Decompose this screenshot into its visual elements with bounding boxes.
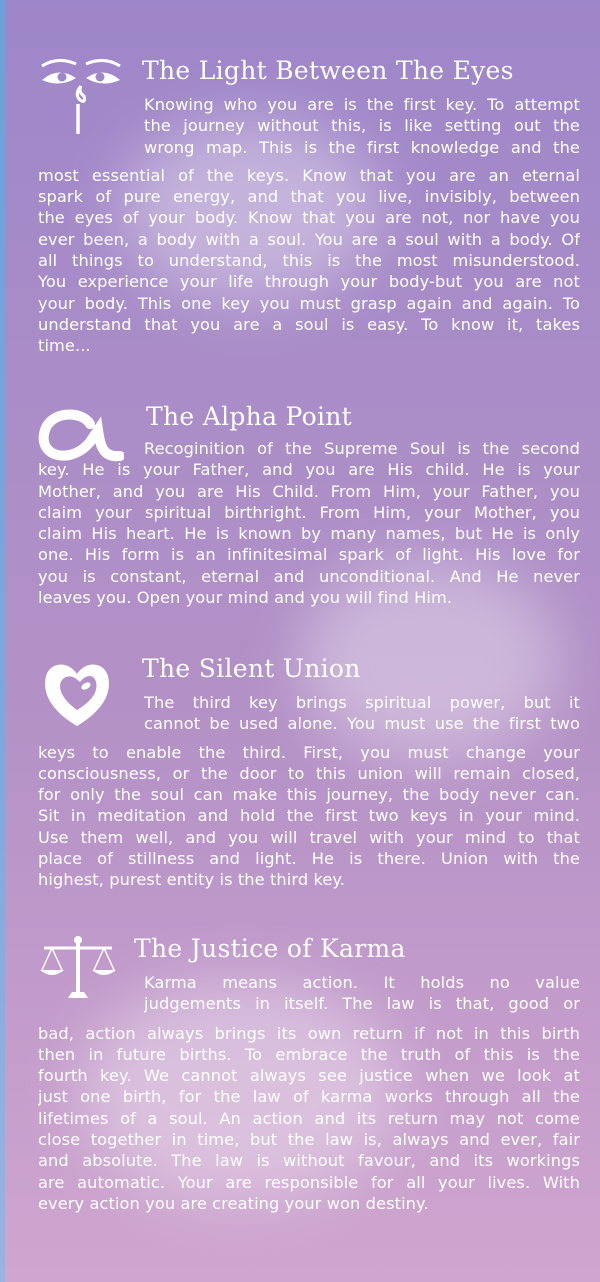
body-line: Karma means action. It holds no value bbox=[144, 973, 580, 992]
section-silent-union bbox=[38, 652, 580, 902]
body-line: the journey without this, is like setting out the bbox=[144, 116, 580, 136]
body-line: Recoginition of the Supreme Soul is the second bbox=[144, 439, 580, 458]
body-line: and absolute. The law is without favour, and its workings bbox=[38, 1151, 580, 1171]
body-line: you is constant, eternal and unconditional. And He never bbox=[38, 566, 580, 586]
body-line: leaves you. Open your mind and you will find Him. bbox=[38, 588, 453, 608]
section-title: The Light Between The Eyes bbox=[142, 56, 514, 85]
body-line: one. His form is an infinitesimal spark of light. His love for bbox=[38, 545, 580, 565]
body-line: highest, purest entity is the third key. bbox=[38, 870, 346, 890]
section-light-between-eyes bbox=[38, 52, 580, 382]
body-line: bad, action always brings its own return if not in this birth bbox=[38, 1023, 580, 1043]
section-title: The Silent Union bbox=[142, 654, 361, 683]
body-line: claim His heart. He is known by many names, but He is only bbox=[38, 524, 580, 544]
section-body bbox=[38, 692, 580, 891]
body-line: The third key brings spiritual power, but it bbox=[144, 693, 580, 712]
body-line: the eyes of your body. Know that you are not, nor have you bbox=[38, 208, 580, 228]
section-body bbox=[38, 438, 580, 608]
body-line: most essential of the keys. Know that you are an eternal bbox=[38, 165, 580, 185]
body-line: then in future births. To embrace the truth of this is the bbox=[38, 1044, 580, 1064]
body-line: Use them well, and you will travel with your mind to that bbox=[38, 827, 580, 847]
body-line: Mother, and you are His Child. From Him, your Father, you bbox=[38, 481, 580, 501]
body-line: wrong map. This is the first knowledge and the bbox=[144, 137, 580, 157]
body-line: are automatic. Your are responsible for all your lives. With bbox=[38, 1172, 580, 1192]
section-alpha-point bbox=[38, 400, 580, 620]
body-line: fourth key. We cannot always see justice when we look at bbox=[38, 1066, 580, 1086]
body-line: keys to enable the third. First, you must change your bbox=[38, 742, 580, 762]
body-line: spark of pure energy, and that you live, invisibly, between bbox=[38, 187, 580, 207]
body-line: cannot be used alone. You must use the first two bbox=[144, 714, 580, 734]
section-justice-of-karma bbox=[38, 932, 580, 1232]
section-title: The Justice of Karma bbox=[134, 934, 406, 963]
body-line: time... bbox=[38, 336, 91, 356]
section-body bbox=[38, 972, 580, 1214]
section-title: The Alpha Point bbox=[146, 402, 353, 431]
body-line: You experience your life through your body-but you are not bbox=[38, 272, 580, 292]
body-line: Sit in meditation and hold the first two keys in your mind. bbox=[38, 806, 580, 826]
body-line: every action you are creating your won destiny. bbox=[38, 1193, 429, 1213]
body-line: consciousness, or the door to this union will remain closed, bbox=[38, 763, 580, 783]
body-line: judgements in itself. The law is that, good or bbox=[144, 994, 580, 1014]
body-line: your body. This one key you must grasp again and again. To bbox=[38, 293, 580, 313]
body-line: key. He is your Father, and you are His child. He is your bbox=[38, 460, 580, 480]
body-line: understand that you are a soul is easy. To know it, takes bbox=[38, 314, 580, 334]
body-line: just one birth, for the law of karma works through all the bbox=[38, 1087, 580, 1107]
body-line: close together in time, but the law is, always and ever, fair bbox=[38, 1130, 580, 1150]
body-line: ever been, a body with a soul. You are a soul with a body. Of bbox=[38, 229, 580, 249]
body-line: Knowing who you are is the first key. To attempt bbox=[144, 95, 580, 114]
body-line: all things to understand, this is the most misunderstood. bbox=[38, 251, 580, 271]
section-body bbox=[38, 94, 580, 357]
body-line: place of stillness and light. He is there. Union with the bbox=[38, 849, 580, 869]
body-line: for only the soul can make this journey, the body never can. bbox=[38, 785, 580, 805]
body-line: lifetimes of a soul. An action and its return may not come bbox=[38, 1108, 580, 1128]
body-line: claim your spiritual birthright. From Him, your Mother, you bbox=[38, 502, 580, 522]
left-edge-strip bbox=[0, 0, 5, 1282]
